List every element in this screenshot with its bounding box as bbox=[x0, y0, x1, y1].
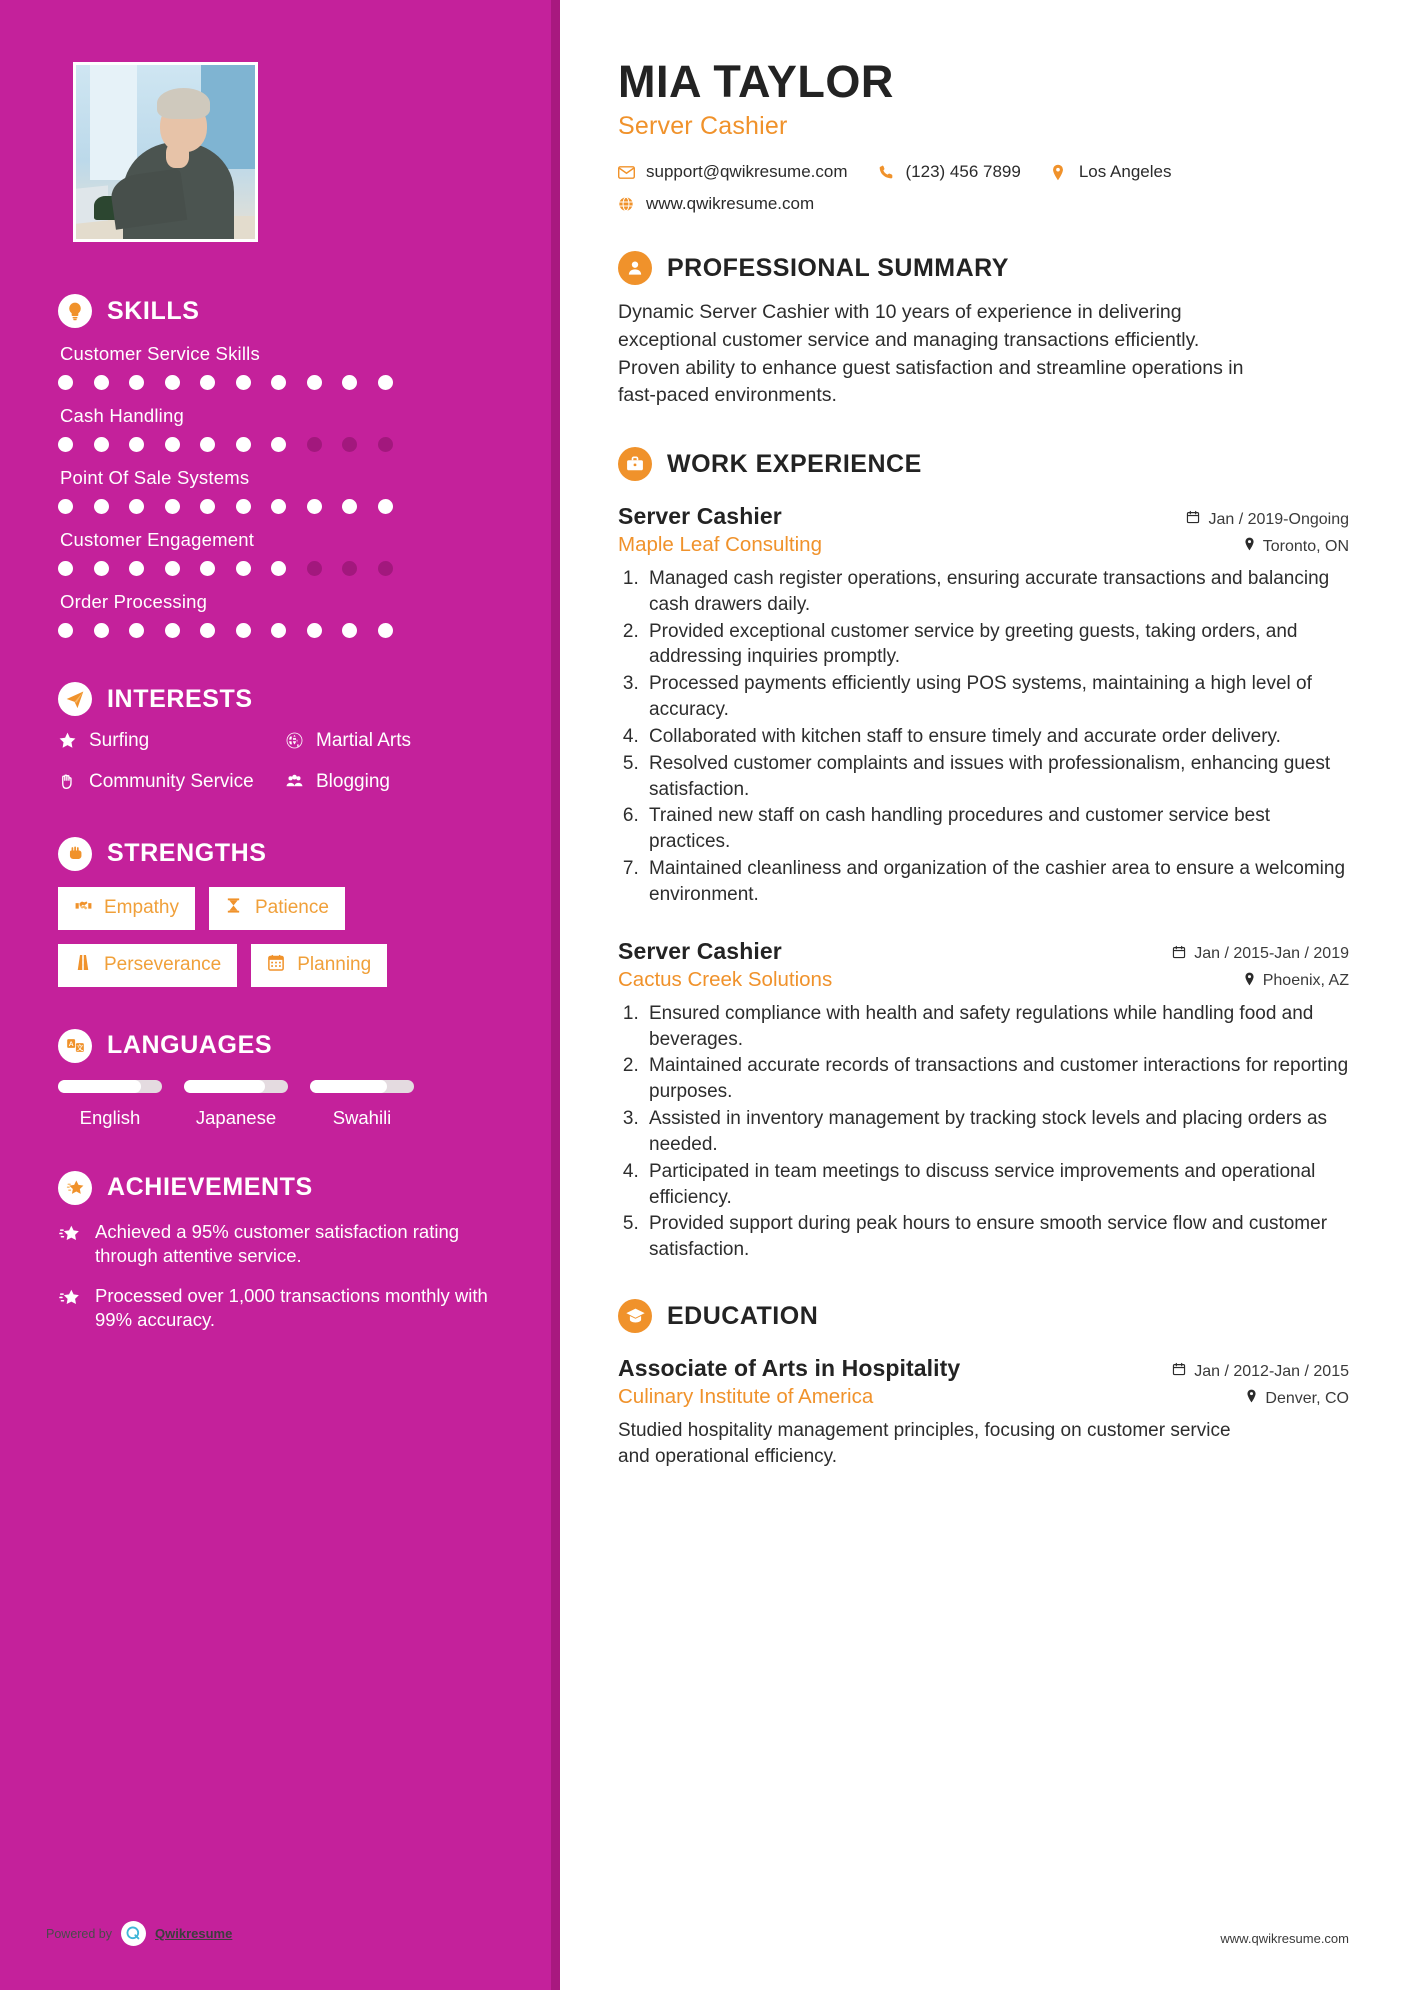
summary-text: Dynamic Server Cashier with 10 years of experience in delivering exceptional customer service and managing transactions efficiently. Proven ability to enhance guest satisfaction and streamline operations in fast-paced environments. bbox=[618, 301, 1244, 407]
skill-label: Customer Engagement bbox=[60, 529, 255, 550]
contact-row bbox=[618, 162, 1349, 182]
language-label: Japanese bbox=[195, 1106, 277, 1128]
skill-dot bbox=[165, 623, 180, 638]
qwikresume-brand[interactable]: Qwikresume bbox=[155, 1926, 233, 1941]
road-icon bbox=[74, 953, 93, 978]
job-bullet: 3. Assisted in inventory management by tracking stock levels and placing orders as needed. bbox=[644, 1106, 1349, 1158]
skill-dot bbox=[307, 561, 322, 576]
skill-row bbox=[58, 405, 512, 452]
page-title: MIA TAYLOR bbox=[618, 56, 894, 107]
location-pin-icon bbox=[1244, 972, 1255, 991]
job-bullet: 7. Maintained cleanliness and organization of the cashier area to ensure a welcoming environment. bbox=[644, 856, 1349, 908]
skill-label: Cash Handling bbox=[60, 405, 184, 426]
skill-dot bbox=[94, 561, 109, 576]
skill-dot bbox=[307, 375, 322, 390]
skill-row bbox=[58, 343, 512, 390]
language-level-fill bbox=[184, 1080, 265, 1093]
skill-dot bbox=[58, 437, 73, 452]
handshake-icon bbox=[74, 896, 93, 921]
sidebar bbox=[0, 0, 560, 1990]
achievement-item bbox=[58, 1284, 512, 1333]
contact-phone-text: (123) 456 7899 bbox=[905, 162, 1021, 182]
strength-chip-patience bbox=[209, 887, 345, 930]
skill-dot bbox=[129, 499, 144, 514]
paper-plane-icon bbox=[58, 682, 92, 716]
work-title: WORK EXPERIENCE bbox=[667, 449, 922, 478]
achievements-heading bbox=[58, 1171, 512, 1205]
languages-section bbox=[0, 1029, 560, 1129]
powered-by-label: Powered by bbox=[46, 1926, 113, 1941]
achievement-text: Processed over 1,000 transactions monthly with 99% accuracy. bbox=[95, 1284, 488, 1331]
achievements-list bbox=[58, 1220, 512, 1333]
achievement-text: Achieved a 95% customer satisfaction rating through attentive service. bbox=[95, 1220, 460, 1267]
strengths-heading bbox=[58, 837, 512, 871]
interest-item bbox=[58, 770, 285, 798]
skills-section bbox=[0, 294, 560, 638]
strengths-section bbox=[0, 837, 560, 987]
skill-dot bbox=[378, 437, 393, 452]
strength-chip-perseverance bbox=[58, 944, 237, 987]
interest-label: Blogging bbox=[316, 770, 390, 792]
strength-chip-empathy bbox=[58, 887, 195, 930]
fist-icon bbox=[58, 837, 92, 871]
contact-phone[interactable] bbox=[878, 162, 1021, 182]
job-bullet: 4. Participated in team meetings to discuss service improvements and operational efficiency. bbox=[644, 1159, 1349, 1211]
skill-dot bbox=[271, 623, 286, 638]
skill-dot bbox=[378, 375, 393, 390]
star-icon bbox=[58, 731, 78, 757]
skill-dot bbox=[58, 499, 73, 514]
calendar-icon bbox=[1172, 1362, 1186, 1381]
skill-dot bbox=[200, 623, 215, 638]
skill-dot bbox=[378, 561, 393, 576]
school-name: Culinary Institute of America bbox=[618, 1385, 874, 1409]
contact-location bbox=[1051, 162, 1172, 182]
skill-dot bbox=[236, 437, 251, 452]
location-pin-icon bbox=[1246, 1389, 1257, 1408]
education-description: Studied hospitality management principles, focusing on customer service and operational efficiency. bbox=[618, 1420, 1231, 1468]
strength-chip-planning bbox=[251, 944, 387, 987]
skill-dot bbox=[342, 561, 357, 576]
languages-title: LANGUAGES bbox=[107, 1031, 273, 1059]
skills-list bbox=[58, 343, 512, 638]
job-title: Server Cashier bbox=[618, 503, 782, 529]
hourglass-icon bbox=[225, 896, 244, 921]
contact-website[interactable] bbox=[618, 194, 814, 214]
job-bullet: 3. Processed payments efficiently using POS systems, maintaining a high level of accuracy. bbox=[644, 671, 1349, 723]
interest-item bbox=[285, 729, 512, 757]
interest-label: Community Service bbox=[89, 770, 254, 792]
skill-row bbox=[58, 529, 512, 576]
skills-heading bbox=[58, 294, 512, 328]
hand-icon bbox=[58, 772, 78, 798]
job-company: Maple Leaf Consulting bbox=[618, 533, 822, 556]
contact-email[interactable] bbox=[618, 162, 848, 182]
job-date-text: Jan / 2019-Ongoing bbox=[1208, 510, 1349, 528]
powered-by bbox=[46, 1921, 232, 1946]
job-bullet: 2. Maintained accurate records of transactions and customer interactions for reporting purposes. bbox=[644, 1053, 1349, 1105]
skill-rating-dots bbox=[58, 499, 512, 514]
skill-dot bbox=[236, 623, 251, 638]
skill-dot bbox=[58, 375, 73, 390]
skill-dot bbox=[165, 437, 180, 452]
skill-dot bbox=[129, 375, 144, 390]
job-location-text: Phoenix, AZ bbox=[1262, 972, 1349, 990]
job-date bbox=[1186, 510, 1349, 529]
skill-dot bbox=[58, 561, 73, 576]
briefcase-icon bbox=[618, 447, 652, 481]
achievements-title: ACHIEVEMENTS bbox=[107, 1173, 313, 1201]
education-heading bbox=[618, 1299, 1349, 1333]
skill-dot bbox=[129, 623, 144, 638]
summary-title: PROFESSIONAL SUMMARY bbox=[667, 253, 1009, 282]
skill-label: Point Of Sale Systems bbox=[60, 467, 250, 488]
skill-rating-dots bbox=[58, 375, 512, 390]
skill-dot bbox=[200, 375, 215, 390]
skill-dot bbox=[236, 375, 251, 390]
interests-heading bbox=[58, 682, 512, 716]
education-date-text: Jan / 2012-Jan / 2015 bbox=[1194, 1362, 1349, 1380]
skill-dot bbox=[165, 499, 180, 514]
skill-dot bbox=[129, 437, 144, 452]
language-level-fill bbox=[310, 1080, 387, 1093]
skill-dot bbox=[200, 437, 215, 452]
skill-dot bbox=[236, 561, 251, 576]
email-icon bbox=[618, 166, 635, 179]
skill-dot bbox=[200, 561, 215, 576]
skill-dot bbox=[342, 375, 357, 390]
skill-rating-dots bbox=[58, 437, 512, 452]
skill-rating-dots bbox=[58, 561, 512, 576]
language-level-bar bbox=[184, 1080, 288, 1093]
strength-label: Planning bbox=[297, 954, 372, 975]
job-bullet: 1. Ensured compliance with health and safety regulations while handling food and beverages. bbox=[644, 1001, 1349, 1053]
skill-dot bbox=[236, 499, 251, 514]
people-icon bbox=[285, 772, 305, 798]
job-location-text: Toronto, ON bbox=[1262, 537, 1349, 555]
interest-label: Martial Arts bbox=[316, 730, 412, 751]
skill-label: Customer Service Skills bbox=[60, 343, 260, 364]
job-bullets bbox=[644, 566, 1349, 908]
work-entry bbox=[618, 503, 1349, 908]
location-pin-icon bbox=[1051, 164, 1068, 181]
skill-dot bbox=[271, 437, 286, 452]
strengths-title: STRENGTHS bbox=[107, 839, 267, 867]
sidebar-accent-stripe bbox=[551, 0, 560, 1990]
job-bullets bbox=[644, 1001, 1349, 1263]
main-content bbox=[560, 0, 1407, 1990]
education-location bbox=[1246, 1389, 1349, 1408]
skill-dot bbox=[378, 499, 393, 514]
skill-row bbox=[58, 591, 512, 638]
education-title: EDUCATION bbox=[667, 1301, 819, 1330]
globe-icon bbox=[618, 196, 635, 212]
skill-dot bbox=[58, 623, 73, 638]
person-icon bbox=[618, 251, 652, 285]
job-bullet: 1. Managed cash register operations, ensuring accurate transactions and balancing cash drawers daily. bbox=[644, 566, 1349, 618]
contact-info bbox=[618, 162, 1349, 214]
interest-label: Surfing bbox=[89, 730, 150, 751]
language-level-fill bbox=[58, 1080, 141, 1093]
job-role-subtitle: Server Cashier bbox=[618, 112, 788, 141]
job-date-text: Jan / 2015-Jan / 2019 bbox=[1194, 945, 1349, 963]
calendar-icon bbox=[267, 953, 286, 978]
interest-item bbox=[285, 770, 512, 798]
calendar-icon bbox=[1186, 510, 1200, 529]
star-burst-icon bbox=[58, 1171, 92, 1205]
skill-dot bbox=[200, 499, 215, 514]
skill-dot bbox=[94, 499, 109, 514]
strength-label: Perseverance bbox=[104, 954, 222, 975]
interests-section bbox=[0, 682, 560, 811]
achievement-item bbox=[58, 1220, 512, 1269]
graduation-cap-icon bbox=[618, 1299, 652, 1333]
skill-dot bbox=[307, 623, 322, 638]
job-date bbox=[1172, 945, 1349, 964]
strength-label: Empathy bbox=[104, 897, 179, 918]
achievements-section bbox=[0, 1171, 560, 1333]
languages-list bbox=[58, 1080, 512, 1129]
job-location bbox=[1244, 972, 1349, 991]
skill-dot bbox=[94, 375, 109, 390]
language-item bbox=[58, 1080, 162, 1129]
job-location bbox=[1244, 537, 1349, 556]
skill-dot bbox=[342, 623, 357, 638]
language-label: Swahili bbox=[332, 1106, 392, 1128]
skill-dot bbox=[271, 375, 286, 390]
language-item bbox=[184, 1080, 288, 1129]
skill-dot bbox=[378, 623, 393, 638]
degree-title: Associate of Arts in Hospitality bbox=[618, 1355, 961, 1382]
skills-title: SKILLS bbox=[107, 296, 200, 325]
job-bullet: 4. Collaborated with kitchen staff to ensure timely and accurate order delivery. bbox=[644, 724, 1349, 750]
skill-row bbox=[58, 467, 512, 514]
job-bullet: 5. Resolved customer complaints and issues with professionalism, enhancing guest satisfaction. bbox=[644, 751, 1349, 803]
skill-dot bbox=[271, 499, 286, 514]
skill-dot bbox=[271, 561, 286, 576]
job-company: Cactus Creek Solutions bbox=[618, 967, 833, 991]
location-pin-icon bbox=[1244, 537, 1255, 556]
footer-url: www.qwikresume.com bbox=[1220, 1931, 1349, 1946]
skill-dot bbox=[165, 375, 180, 390]
lightbulb-icon bbox=[58, 294, 92, 328]
star-burst-icon bbox=[58, 1223, 82, 1269]
language-level-bar bbox=[58, 1080, 162, 1093]
svg-text:文: 文 bbox=[75, 1045, 83, 1053]
contact-location-text: Los Angeles bbox=[1078, 162, 1172, 182]
skill-dot bbox=[165, 561, 180, 576]
contact-website-text: www.qwikresume.com bbox=[646, 194, 815, 214]
skill-rating-dots bbox=[58, 623, 512, 638]
interests-title: INTERESTS bbox=[107, 684, 253, 713]
skill-dot bbox=[307, 437, 322, 452]
summary-heading bbox=[618, 251, 1349, 285]
language-level-bar bbox=[310, 1080, 414, 1093]
skill-dot bbox=[342, 499, 357, 514]
work-heading bbox=[618, 447, 1349, 481]
contact-email-text: support@qwikresume.com bbox=[646, 162, 848, 182]
interest-item bbox=[58, 729, 285, 757]
phone-icon bbox=[878, 164, 895, 180]
globe-icon bbox=[285, 731, 305, 757]
avatar bbox=[73, 62, 258, 242]
skill-label: Order Processing bbox=[60, 591, 208, 612]
skill-dot bbox=[94, 623, 109, 638]
strengths-list bbox=[58, 887, 512, 987]
language-item bbox=[310, 1080, 414, 1129]
skill-dot bbox=[342, 437, 357, 452]
interests-list bbox=[58, 729, 512, 811]
education-date bbox=[1172, 1362, 1349, 1381]
language-label: English bbox=[79, 1106, 141, 1128]
job-bullet: 6. Trained new staff on cash handling procedures and customer service best practices. bbox=[644, 803, 1349, 855]
skill-dot bbox=[129, 561, 144, 576]
skill-dot bbox=[307, 499, 322, 514]
translate-icon bbox=[58, 1029, 92, 1063]
job-bullet: 5. Provided support during peak hours to ensure smooth service flow and customer satisfaction. bbox=[644, 1211, 1349, 1263]
strength-label: Patience bbox=[254, 897, 329, 918]
q-logo-icon bbox=[121, 1921, 146, 1946]
work-entry bbox=[618, 938, 1349, 1263]
contact-row bbox=[618, 194, 1349, 214]
education-location-text: Denver, CO bbox=[1265, 1389, 1349, 1407]
job-bullet: 2. Provided exceptional customer service by greeting guests, taking orders, and addressing inquiries promptly. bbox=[644, 619, 1349, 671]
languages-heading bbox=[58, 1029, 512, 1063]
calendar-icon bbox=[1172, 945, 1186, 964]
job-title: Server Cashier bbox=[618, 937, 782, 964]
svg-text:A: A bbox=[68, 1041, 74, 1049]
education-entry bbox=[618, 1355, 1349, 1470]
skill-dot bbox=[94, 437, 109, 452]
star-burst-icon bbox=[58, 1287, 82, 1333]
